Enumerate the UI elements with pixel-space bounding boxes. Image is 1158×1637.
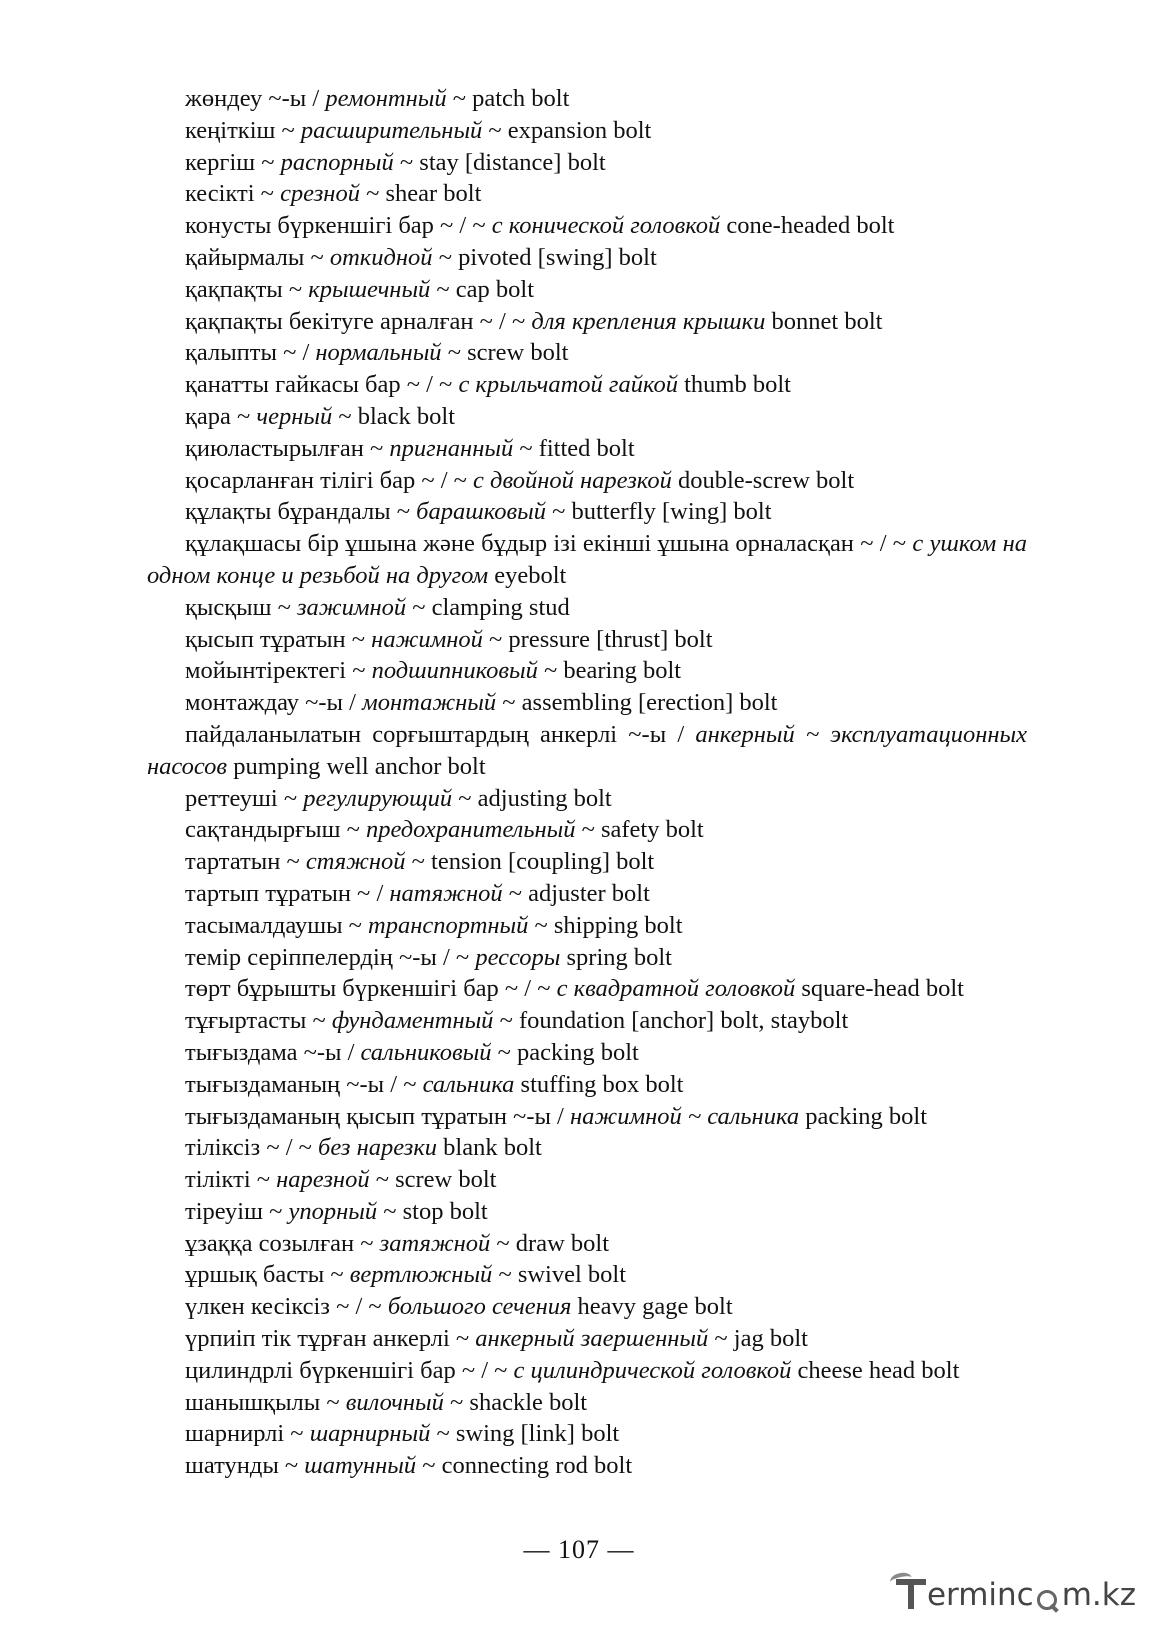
dictionary-entry — [147, 528, 1027, 592]
kazakh-term: сақтандырғыш ~ — [185, 816, 366, 844]
russian-term: сальниковый — [360, 1038, 492, 1066]
dictionary-entry — [147, 1069, 1027, 1101]
termincom-watermark — [896, 1571, 1136, 1611]
english-term: ~ patch bolt — [446, 85, 570, 112]
english-term: ~ draw bolt — [490, 1229, 610, 1257]
russian-term: рессоры — [475, 943, 561, 971]
dictionary-entry — [147, 1101, 1027, 1133]
kazakh-term: цилиндрлі бүркеншігі бар ~ / ~ — [185, 1356, 514, 1384]
russian-term: сальника — [422, 1070, 515, 1098]
russian-term: вилочный — [345, 1388, 444, 1416]
russian-term: нажимной — [371, 625, 483, 653]
english-term: pumping well anchor bolt — [227, 752, 486, 780]
dictionary-entry — [147, 687, 1027, 719]
kazakh-term: тілікті ~ — [185, 1166, 277, 1194]
english-term: ~ tension [coupling] bolt — [405, 848, 655, 876]
dictionary-entry — [147, 1418, 1027, 1450]
russian-term: распорный — [280, 148, 394, 176]
russian-term: нормальный — [315, 339, 442, 367]
dictionary-entry — [147, 846, 1027, 878]
dictionary-entry — [147, 655, 1027, 687]
kazakh-term: қанатты гайкасы бар ~ / ~ — [185, 371, 459, 399]
dictionary-entry — [147, 337, 1027, 369]
dictionary-entry — [147, 973, 1027, 1005]
english-term: square-head bolt — [795, 975, 964, 1003]
kazakh-term: пайдаланылатын сорғыштардың анкерлі ~-ы / — [185, 720, 696, 748]
kazakh-term: қалыпты ~ / — [185, 339, 316, 367]
russian-term: стяжной — [305, 848, 406, 876]
kazakh-term: шанышқылы ~ — [185, 1388, 346, 1416]
english-term: stuffing box bolt — [514, 1070, 684, 1098]
russian-term: ремонтный — [325, 85, 447, 112]
dictionary-entry — [147, 783, 1027, 815]
dictionary-entry — [147, 306, 1027, 338]
english-term: ~ clamping stud — [406, 593, 570, 621]
kazakh-term: тартып тұратын ~ / — [185, 879, 390, 907]
kazakh-term: қақпақты бекітуге арналған ~ / ~ — [185, 307, 532, 335]
dictionary-entry — [147, 465, 1027, 497]
kazakh-term: тасымалдаушы ~ — [185, 911, 369, 939]
kazakh-term: қосарланған тілігі бар ~ / ~ — [185, 466, 474, 494]
kazakh-term: мойынтіректегі ~ — [185, 657, 372, 685]
russian-term: натяжной — [389, 879, 503, 907]
kazakh-term: ұзаққа созылған ~ — [185, 1229, 380, 1257]
russian-term: пригнанный — [389, 434, 514, 462]
kazakh-term: қысып тұратын ~ — [185, 625, 372, 653]
dictionary-entry — [147, 147, 1027, 179]
dictionary-entry — [147, 1355, 1027, 1387]
english-term: ~ assembling [erection] bolt — [496, 689, 778, 717]
kazakh-term: тартатын ~ — [185, 848, 306, 876]
dictionary-entry — [147, 1005, 1027, 1037]
kazakh-term: конусты бүркеншігі бар ~ / ~ — [185, 212, 492, 240]
kazakh-term: реттеуші ~ — [185, 784, 304, 812]
kazakh-term: тіліксіз ~ / ~ — [185, 1134, 319, 1162]
dictionary-entry — [147, 1164, 1027, 1196]
dictionary-entry — [147, 210, 1027, 242]
english-term: ~ swivel bolt — [492, 1261, 627, 1289]
dictionary-entry — [147, 1196, 1027, 1228]
english-term: ~ pressure [thrust] bolt — [482, 625, 713, 653]
kazakh-term: қақпақты ~ — [185, 275, 309, 303]
dictionary-entry — [147, 1387, 1027, 1419]
russian-term: вертлюжный — [349, 1261, 493, 1289]
kazakh-term: үрпиіп тік тұрған анкерлі ~ — [185, 1325, 476, 1353]
russian-term: монтажный — [362, 689, 497, 717]
logo-t-icon — [896, 1573, 926, 1611]
watermark-text-part2: m.kz — [1061, 1577, 1136, 1613]
dictionary-entry — [147, 814, 1027, 846]
kazakh-term: жөндеу ~-ы / — [185, 85, 326, 112]
english-term: eyebolt — [488, 561, 567, 589]
english-term: ~ stay [distance] bolt — [393, 148, 606, 176]
dictionary-entry — [147, 401, 1027, 433]
dictionary-entry — [147, 1450, 1027, 1482]
russian-term: барашковый — [416, 498, 546, 526]
russian-term: транспортный — [368, 911, 529, 939]
english-term: ~ screw bolt — [441, 339, 569, 367]
russian-term: для крепления крышки — [531, 307, 766, 335]
english-term: ~ foundation [anchor] bolt, staybolt — [493, 1007, 849, 1035]
english-term: ~ expansion bolt — [482, 116, 652, 144]
english-term: packing bolt — [799, 1102, 927, 1130]
kazakh-term: қиюластырылған ~ — [185, 434, 390, 462]
english-term: ~ butterfly [wing] bolt — [545, 498, 772, 526]
english-term: heavy gage bolt — [571, 1293, 733, 1321]
dictionary-entry — [147, 274, 1027, 306]
russian-term: зажимной — [296, 593, 407, 621]
russian-term: расширительный — [300, 116, 483, 144]
entry-list — [147, 83, 1027, 1482]
kazakh-term: қайырмалы ~ — [185, 243, 330, 271]
dictionary-entry — [147, 83, 1027, 115]
english-term: ~ swing [link] bolt — [430, 1420, 620, 1448]
english-term: bonnet bolt — [765, 307, 883, 335]
english-term: cheese head bolt — [791, 1356, 960, 1384]
russian-term: фундаментный — [331, 1007, 494, 1035]
dictionary-entry — [147, 1259, 1027, 1291]
kazakh-term: кесікті ~ — [185, 180, 281, 208]
kazakh-term: қысқыш ~ — [185, 593, 297, 621]
russian-term: нажимной ~ сальника — [570, 1102, 800, 1130]
english-term: cone-headed bolt — [720, 212, 895, 240]
english-term: ~ shear bolt — [359, 180, 482, 208]
russian-term: подшипниковый — [371, 657, 538, 685]
dictionary-entry — [147, 1291, 1027, 1323]
dictionary-entry — [147, 433, 1027, 465]
kazakh-term: шатунды ~ — [185, 1452, 305, 1480]
kazakh-term: шарнирлі ~ — [185, 1420, 310, 1448]
russian-term: с цилиндрической головкой — [513, 1356, 792, 1384]
english-term: ~ cap bolt — [430, 275, 535, 303]
watermark-text-part1: erminc — [926, 1577, 1034, 1613]
page-number: — 107 — — [523, 1535, 635, 1564]
russian-term: с конической головкой — [491, 212, 721, 240]
russian-term: с квадратной головкой — [556, 975, 796, 1003]
russian-term: большого сечения — [387, 1293, 572, 1321]
magnifier-icon — [1035, 1587, 1061, 1611]
kazakh-term: құлақты бұрандалы ~ — [185, 498, 417, 526]
english-term: ~ adjuster bolt — [502, 879, 650, 907]
kazakh-term: тығыздаманың ~-ы / ~ — [185, 1070, 423, 1098]
russian-term: нарезной — [276, 1166, 370, 1194]
russian-term: шарнирный — [309, 1420, 431, 1448]
english-term: ~ packing bolt — [491, 1038, 639, 1066]
dictionary-entry — [147, 496, 1027, 528]
russian-term: откидной — [329, 243, 433, 271]
english-term: ~ black bolt — [332, 402, 456, 430]
dictionary-entry — [147, 242, 1027, 274]
english-term: spring bolt — [560, 943, 672, 971]
russian-term: черный — [256, 402, 333, 430]
kazakh-term: тығыздаманың қысып тұратын ~-ы / — [185, 1102, 570, 1130]
dictionary-entry — [147, 1037, 1027, 1069]
dictionary-entry — [147, 910, 1027, 942]
dictionary-entry — [147, 624, 1027, 656]
kazakh-term: монтаждау ~-ы / — [185, 689, 363, 717]
kazakh-term: тіреуіш ~ — [185, 1197, 289, 1225]
russian-term: срезной — [280, 180, 360, 208]
dictionary-entry — [147, 1228, 1027, 1260]
kazakh-term: тұғыртасты ~ — [185, 1007, 332, 1035]
english-term: ~ fitted bolt — [513, 434, 635, 462]
dictionary-entry — [147, 1323, 1027, 1355]
kazakh-term: кергіш ~ — [185, 148, 281, 176]
russian-term: анкерный ~ эксплуатационных насосов — [147, 720, 1027, 780]
kazakh-term: тығыздама ~-ы / — [185, 1038, 361, 1066]
kazakh-term: ұршық басты ~ — [185, 1261, 350, 1289]
russian-term: затяжной — [379, 1229, 491, 1257]
russian-term: упорный — [288, 1197, 378, 1225]
kazakh-term: құлақшасы бір ұшына және бұдыр ізі екінші ұшына орналасқан ~ / ~ — [185, 530, 913, 558]
english-term: thumb bolt — [677, 371, 791, 399]
russian-term: анкерный заершенный — [475, 1325, 709, 1353]
russian-term: регулирующий — [303, 784, 453, 812]
english-term: ~ adjusting bolt — [452, 784, 612, 812]
dictionary-entry — [147, 369, 1027, 401]
english-term: ~ safety bolt — [575, 816, 704, 844]
dictionary-entry — [147, 115, 1027, 147]
english-term: ~ screw bolt — [369, 1166, 497, 1194]
english-term: blank bolt — [437, 1134, 542, 1162]
dictionary-entry — [147, 942, 1027, 974]
russian-term: шатунный — [304, 1452, 417, 1480]
dictionary-entry — [147, 592, 1027, 624]
english-term: double-screw bolt — [671, 466, 855, 494]
kazakh-term: қара ~ — [185, 402, 257, 430]
english-term: ~ shipping bolt — [528, 911, 683, 939]
english-term: ~ shackle bolt — [443, 1388, 588, 1416]
russian-term: с двойной нарезкой — [473, 466, 672, 494]
dictionary-entry — [147, 719, 1027, 783]
dictionary-entry — [147, 1132, 1027, 1164]
english-term: ~ stop bolt — [377, 1197, 488, 1225]
english-term: ~ pivoted [swing] bolt — [432, 243, 657, 271]
kazakh-term: үлкен кесіксіз ~ / ~ — [185, 1293, 388, 1321]
kazakh-term: кеңіткіш ~ — [185, 116, 301, 144]
kazakh-term: төрт бұрышты бүркеншігі бар ~ / ~ — [185, 975, 557, 1003]
dictionary-entry — [147, 178, 1027, 210]
russian-term: крышечный — [308, 275, 431, 303]
kazakh-term: темір серіппелердің ~-ы / ~ — [185, 943, 476, 971]
russian-term: без нарезки — [318, 1134, 438, 1162]
russian-term: с крыльчатой гайкой — [458, 371, 678, 399]
dictionary-entry — [147, 878, 1027, 910]
english-term: ~ connecting rod bolt — [416, 1452, 633, 1480]
russian-term: с ушком на одном конце и резьбой на другом — [147, 530, 1027, 589]
english-term: ~ jag bolt — [708, 1325, 808, 1353]
russian-term: предохранительный — [366, 816, 576, 844]
english-term: ~ bearing bolt — [537, 657, 682, 685]
